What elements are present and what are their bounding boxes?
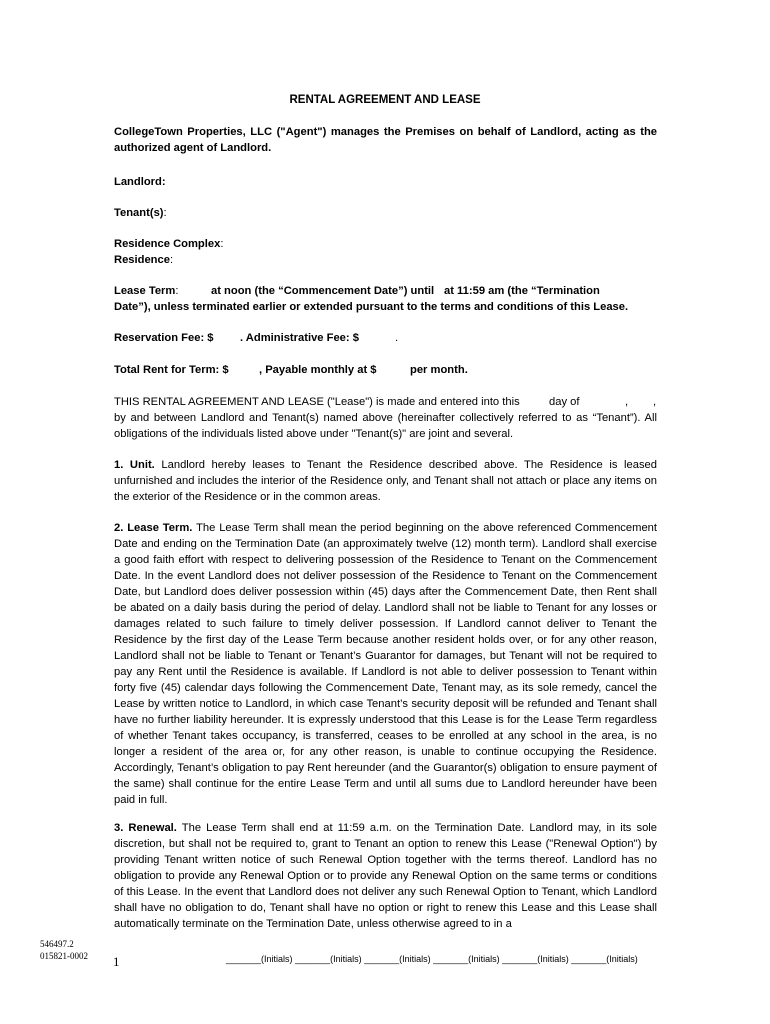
- initials-line: _______(Initials) _______(Initials) _______(Initials) _______(Initials) _______(Initials) _______(Initials): [226, 954, 638, 964]
- section-2: [114, 520, 657, 808]
- section-2-text: The Lease Term shall mean the period beginning on the above referenced Commencement Date and ending on the Termination Date (an approximately twelve (12) month term). Landlord shall exercise a good faith effort with respect to delivering possession of the Residence to Tenant on the Commencement Date. In the event Landlord does not deliver possession of the Residence to Tenant on the Commencement Date, but Landlord does deliver possession within (45) days after the Commencement Date, then Rent shall be abated on a daily basis during the period of delay. Landlord shall not be liable to Tenant for any losses or damages related to such failure to timely deliver possession. If Landlord cannot deliver to Tenant the Residence by the first day of the Lease Term because another resident holds over, or for any other reason, Landlord shall not be liable to Tenant or Tenant’s Guarantor for damages, but Tenant will not be required to pay any Rent until the Residence is available. If Landlord is not able to deliver possession to Tenant within forty five (45) calendar days following the Commencement Date, Tenant may, as its sole remedy, cancel the Lease by written notice to Landlord, in which case Tenant’s security deposit will be refunded and Tenant shall have no further liability hereunder. It is expressly understood that this Lease is for the Lease Term regardless of whether Tenant takes occupancy, is transferred, ceases to be enrolled at any school in the area, is no longer a resident of the area or, for any other reason, is unable to continue occupying the Residence. Accordingly, Tenant’s obligation to pay Rent hereunder (and the Guarantor(s) obligation to ensure payment of the same) shall continue for the entire Lease Term and until all sums due to Landlord hereunder have been paid in full.: [114, 522, 657, 806]
- intro-line1-a: THIS RENTAL AGREEMENT AND LEASE ("Lease") is made and entered into this: [114, 396, 520, 408]
- intro-day-of: day of: [549, 396, 580, 408]
- section-1: [114, 457, 657, 505]
- footer-document-ids: [40, 938, 88, 962]
- fees-end-dot: .: [395, 332, 399, 344]
- residence-line: [114, 252, 657, 268]
- admin-fee-label: . Administrative Fee: [240, 332, 346, 344]
- total-rent-line: [114, 362, 657, 378]
- total-rent-label: Total Rent for Term: [114, 364, 216, 376]
- section-3: [114, 820, 657, 932]
- complex-line: [114, 236, 657, 252]
- lease-term-label: Lease Term: [114, 285, 176, 297]
- tenant-label: Tenant(s): [114, 207, 164, 219]
- document-title: RENTAL AGREEMENT AND LEASE: [289, 94, 481, 106]
- lease-term-end: at 11:59 am (the “Termination: [444, 285, 600, 297]
- reservation-fee-label: Reservation Fee: [114, 332, 201, 344]
- complex-label: Residence Complex: [114, 238, 221, 250]
- reservation-fee-line: [114, 330, 657, 346]
- agent-paragraph: CollegeTown Properties, LLC ("Agent") manages the Premises on behalf of Landlord, acting as the authorized agent of Landlord.: [114, 126, 657, 154]
- intro-comma-2: ,: [653, 396, 657, 408]
- per-month-label: per month.: [410, 364, 468, 376]
- intro-rest: by and between Landlord and Tenant(s) named above (hereinafter collectively referred to as “Tenant”). All obligations of the individuals listed above under "Tenant(s)" are joint and several.: [114, 412, 657, 440]
- monthly-rent-label: , Payable monthly at $: [259, 364, 377, 376]
- tenant-line: [114, 205, 657, 221]
- footer-doc-id-2: 015821-0002: [40, 951, 88, 961]
- footer-doc-id-1: 546497.2: [40, 939, 74, 949]
- residence-colon: :: [169, 254, 174, 266]
- reservation-fee-colon: : $: [200, 332, 214, 344]
- residence-label: Residence: [114, 254, 170, 266]
- total-rent-colon: : $: [215, 364, 229, 376]
- lease-term-colon: :: [175, 285, 179, 297]
- landlord-label: Landlord:: [114, 176, 166, 188]
- section-3-heading: 3. Renewal.: [114, 822, 177, 834]
- intro-comma-1: ,: [625, 396, 629, 408]
- section-3-text: The Lease Term shall end at 11:59 a.m. on the Termination Date. Landlord may, in its sole discretion, but shall not be required to, grant to Tenant an option to renew this Lease ("Renewal Option") by providing Tenant written notice of such Renewal Option together with the terms thereof. Landlord has no obligation to provide any Renewal Option or to provide any Renewal Option on the same terms or conditions of this Lease. In the event that Landlord does not deliver any such Renewal Option to Tenant, which Landlord shall have no obligation to do, Tenant shall have no option or right to renew this Lease and this Lease shall automatically terminate on the Termination Date, unless otherwise agreed to in a: [114, 822, 657, 930]
- section-1-heading: 1. Unit.: [114, 459, 155, 471]
- admin-fee-colon: : $: [345, 332, 359, 344]
- lease-term-line2: Date”), unless terminated earlier or extended pursuant to the terms and conditions of this Lease.: [114, 301, 629, 313]
- tenant-colon: :: [163, 207, 167, 219]
- section-1-text: Landlord hereby leases to Tenant the Residence described above. The Residence is leased unfurnished and includes the interior of the Residence only, and Tenant shall not attach or place any items on the exterior of the Residence or in the common areas.: [114, 459, 657, 503]
- admin-fee-line: [240, 330, 359, 346]
- section-2-heading: 2. Lease Term.: [114, 522, 193, 534]
- complex-colon: :: [220, 238, 224, 250]
- page-number: 1: [113, 954, 120, 969]
- lease-term-start: at noon (the “Commencement Date”) until: [211, 285, 435, 297]
